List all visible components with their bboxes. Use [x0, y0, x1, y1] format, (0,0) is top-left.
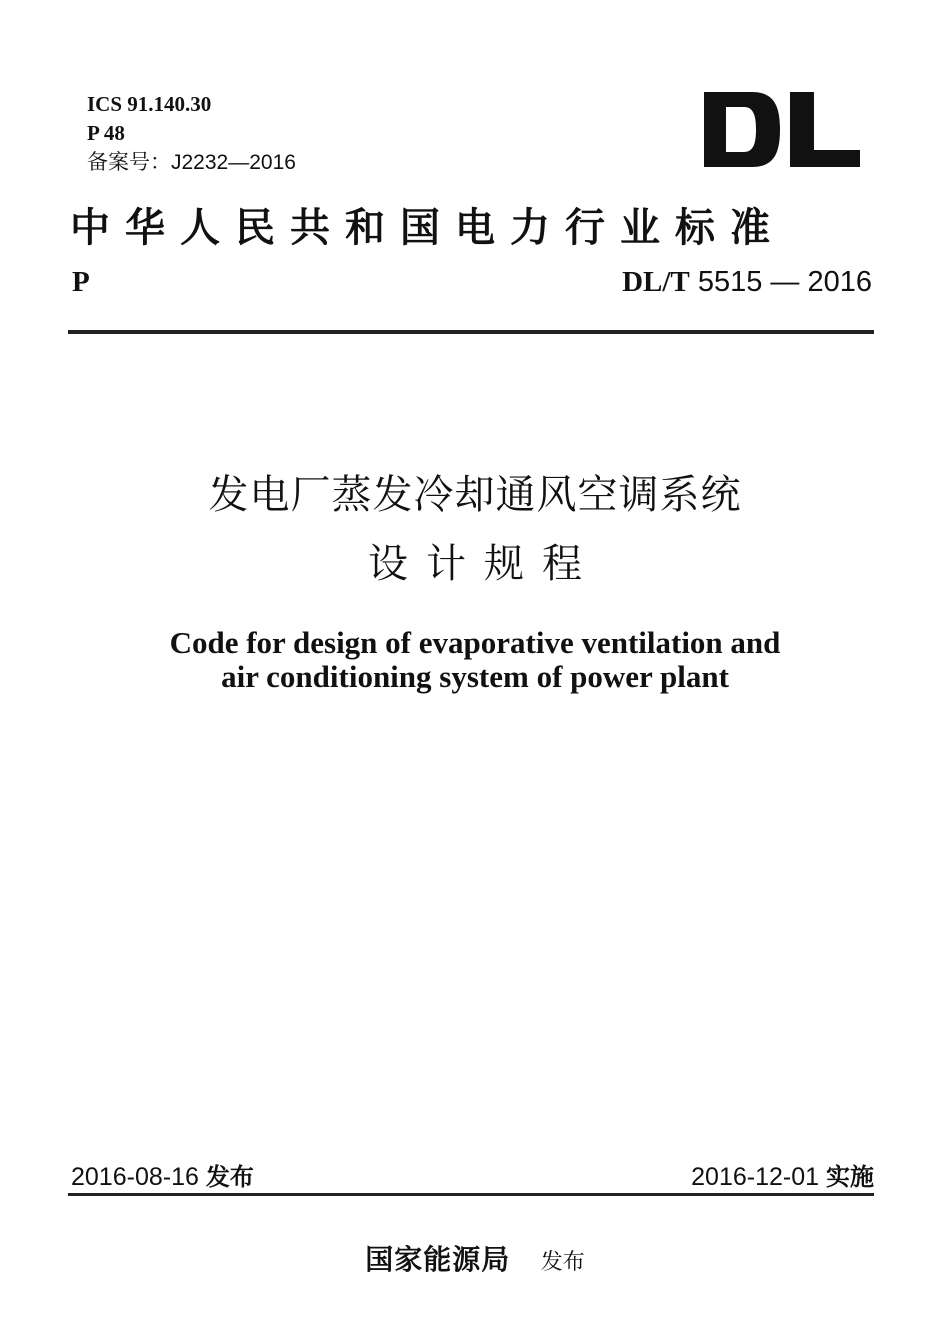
standard-number-value: 5515 — 2016 — [697, 266, 872, 298]
top-divider — [68, 330, 874, 334]
issue-label: 发布 — [205, 1163, 254, 1191]
english-title-line-2: air conditioning system of power plant — [221, 659, 729, 694]
standard-number-code: DL/T — [622, 266, 690, 298]
filing-number: 备案号：J2232—2016 — [87, 151, 296, 174]
chinese-title-line-2: 设计规程 — [368, 541, 600, 587]
effective-date-block — [691, 1157, 874, 1192]
standard-number — [622, 266, 872, 299]
chinese-title-line-1: 发电厂蒸发冷却通风空调系统 — [208, 472, 742, 518]
effective-label: 实施 — [826, 1163, 874, 1191]
classification-code: P 48 — [87, 121, 125, 145]
publisher-block — [0, 1238, 950, 1278]
issue-date-block — [71, 1157, 254, 1192]
issue-date: 2016-08-16 — [71, 1163, 199, 1191]
publisher-name: 国家能源局 — [365, 1243, 511, 1276]
ics-code: ICS 91.140.30 — [87, 92, 212, 116]
metadata-block — [87, 90, 296, 177]
effective-date: 2016-12-01 — [691, 1163, 820, 1191]
dl-logo — [704, 92, 860, 167]
bottom-divider — [68, 1193, 874, 1196]
publisher-action: 发布 — [540, 1250, 585, 1275]
standard-title: 中华人民共和国电力行业标准 — [70, 205, 785, 251]
category-code: P — [72, 266, 90, 298]
english-title-line-1: Code for design of evaporative ventilation and — [169, 625, 781, 660]
